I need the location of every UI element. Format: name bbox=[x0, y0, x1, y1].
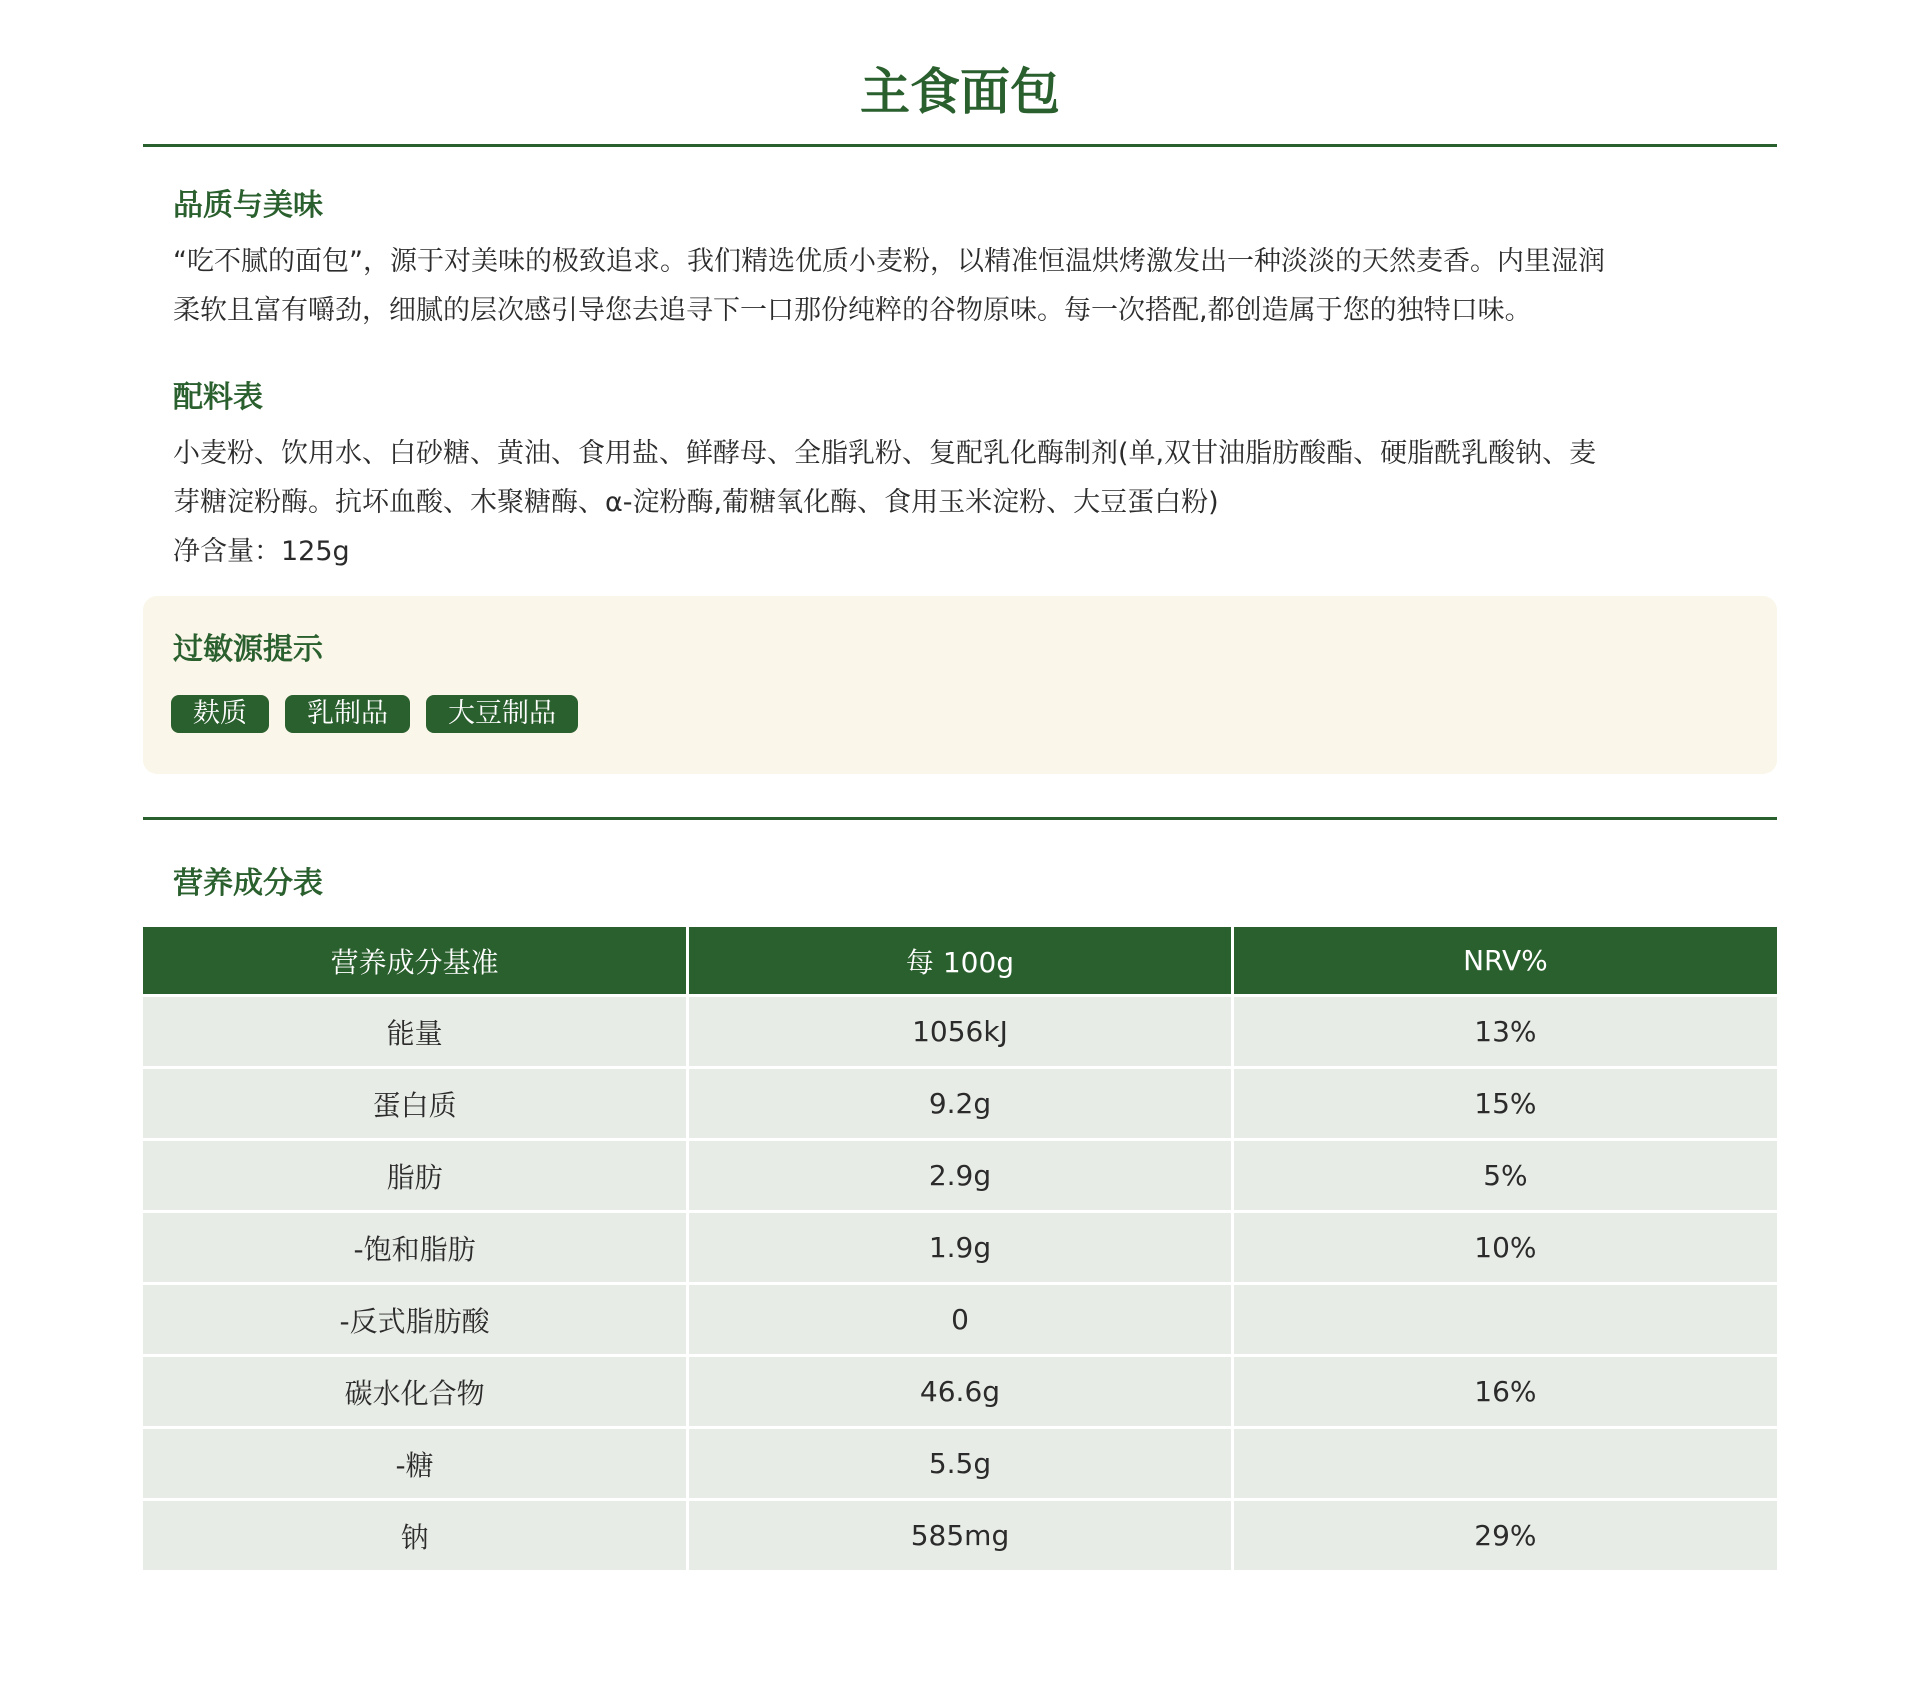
nutrient-name: -饱和脂肪 bbox=[143, 1212, 688, 1284]
nutrient-amount: 2.9g bbox=[688, 1140, 1233, 1212]
table-row bbox=[143, 1068, 1777, 1140]
column-header: 每 100g bbox=[688, 927, 1233, 996]
nutrient-name: 蛋白质 bbox=[143, 1068, 688, 1140]
nutrient-amount: 0 bbox=[688, 1284, 1233, 1356]
nutrition-table bbox=[143, 927, 1777, 1570]
nutrient-nrv bbox=[1232, 1284, 1777, 1356]
nutrition-heading: 营养成分表 bbox=[173, 866, 323, 901]
ingredients-line: 芽糖淀粉酶。抗坏血酸、木聚糖酶、α-淀粉酶,葡糖氧化酶、食用玉米淀粉、大豆蛋白粉) bbox=[173, 487, 1219, 518]
column-header: 营养成分基准 bbox=[143, 927, 688, 996]
nutrient-amount: 9.2g bbox=[688, 1068, 1233, 1140]
quality-heading: 品质与美味 bbox=[173, 188, 323, 223]
table-row bbox=[143, 996, 1777, 1068]
table-row bbox=[143, 1428, 1777, 1500]
table-row bbox=[143, 1356, 1777, 1428]
column-header: NRV% bbox=[1232, 927, 1777, 996]
nutrient-nrv: 29% bbox=[1232, 1500, 1777, 1571]
nutrient-nrv bbox=[1232, 1428, 1777, 1500]
nutrient-name: -反式脂肪酸 bbox=[143, 1284, 688, 1356]
page-title: 主食面包 bbox=[860, 63, 1060, 121]
table-header-row bbox=[143, 927, 1777, 996]
nutrient-name: -糖 bbox=[143, 1428, 688, 1500]
quality-line: “吃不腻的面包”，源于对美味的极致追求。我们精选优质小麦粉，以精准恒温烘烤激发出一种淡淡的天然麦香。内里湿润 bbox=[173, 246, 1605, 277]
nutrient-name: 钠 bbox=[143, 1500, 688, 1571]
table-row bbox=[143, 1500, 1777, 1571]
allergen-tag: 大豆制品 bbox=[426, 695, 578, 733]
table-row bbox=[143, 1140, 1777, 1212]
allergen-panel bbox=[143, 596, 1777, 774]
nutrient-amount: 1.9g bbox=[688, 1212, 1233, 1284]
table-row bbox=[143, 1284, 1777, 1356]
ingredients-line: 小麦粉、饮用水、白砂糖、黄油、食用盐、鲜酵母、全脂乳粉、复配乳化酶制剂(单,双甘油脂肪酸酯、硬脂酰乳酸钠、麦 bbox=[173, 438, 1597, 469]
allergen-tag: 麸质 bbox=[171, 695, 269, 733]
nutrient-amount: 1056kJ bbox=[688, 996, 1233, 1068]
nutrient-name: 能量 bbox=[143, 996, 688, 1068]
section-divider bbox=[143, 817, 1777, 820]
nutrient-amount: 585mg bbox=[688, 1500, 1233, 1571]
nutrient-nrv: 5% bbox=[1232, 1140, 1777, 1212]
nutrient-amount: 5.5g bbox=[688, 1428, 1233, 1500]
allergen-tags bbox=[171, 695, 578, 733]
allergen-tag: 乳制品 bbox=[285, 695, 410, 733]
nutrient-nrv: 10% bbox=[1232, 1212, 1777, 1284]
nutrient-nrv: 16% bbox=[1232, 1356, 1777, 1428]
quality-text bbox=[173, 237, 1763, 335]
nutrient-nrv: 15% bbox=[1232, 1068, 1777, 1140]
allergen-heading: 过敏源提示 bbox=[173, 632, 323, 667]
nutrient-nrv: 13% bbox=[1232, 996, 1777, 1068]
nutrient-amount: 46.6g bbox=[688, 1356, 1233, 1428]
title-divider bbox=[143, 144, 1777, 147]
nutrient-name: 脂肪 bbox=[143, 1140, 688, 1212]
table-row bbox=[143, 1212, 1777, 1284]
nutrient-name: 碳水化合物 bbox=[143, 1356, 688, 1428]
ingredients-heading: 配料表 bbox=[173, 380, 263, 415]
ingredients-text bbox=[173, 429, 1763, 576]
quality-line: 柔软且富有嚼劲，细腻的层次感引导您去追寻下一口那份纯粹的谷物原味。每一次搭配,都创造属于您的独特口味。 bbox=[173, 295, 1532, 326]
net-content: 净含量：125g bbox=[173, 536, 350, 567]
